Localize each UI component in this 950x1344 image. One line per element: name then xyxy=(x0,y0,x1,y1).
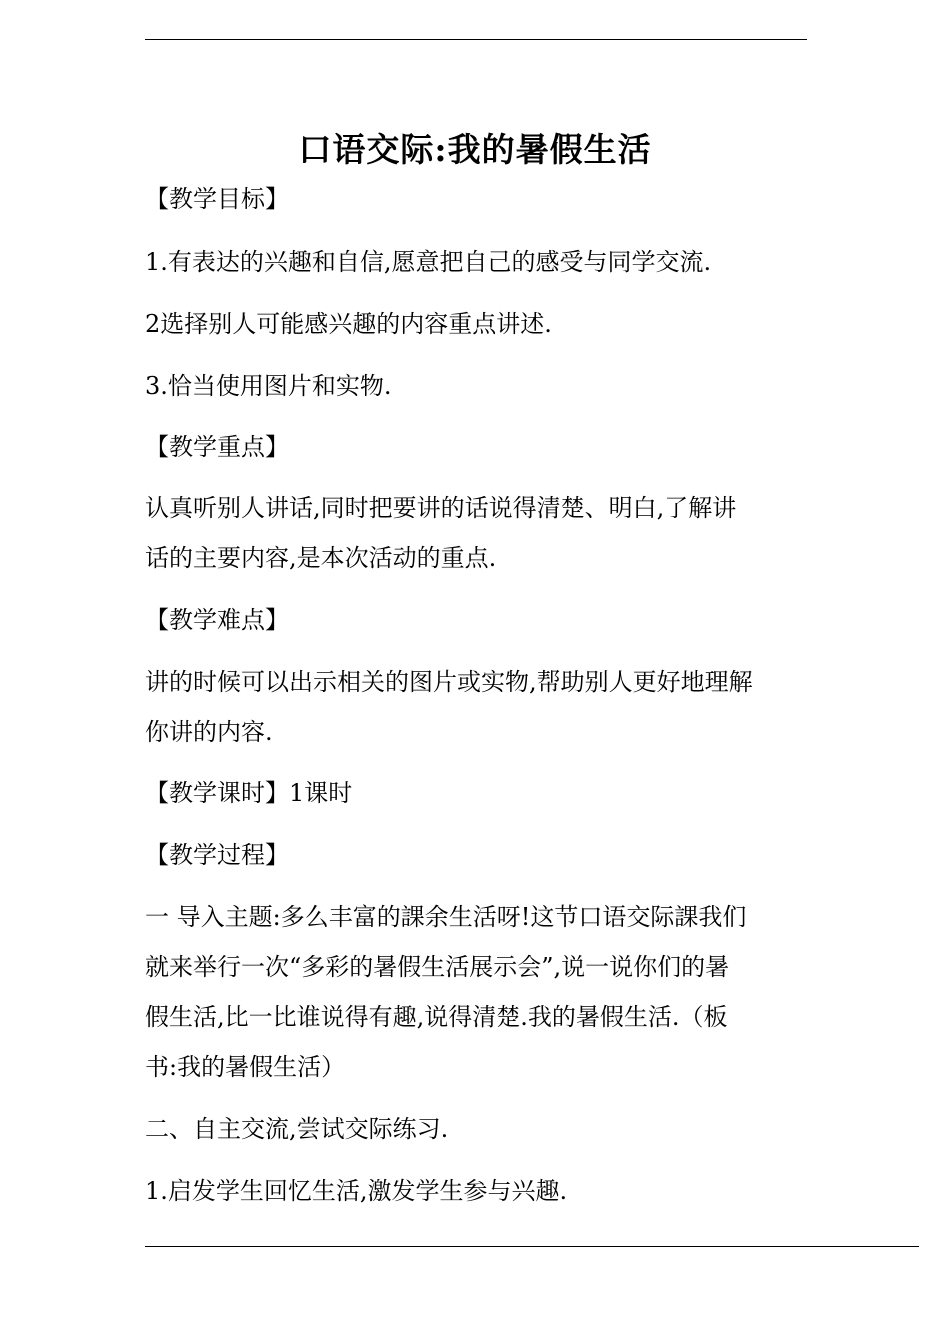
heading-key-points: 【教学重点】 xyxy=(145,433,289,461)
process-intro-line-4: 书:我的暑假生活） xyxy=(145,1053,346,1081)
difficulties-text-line-2: 你讲的内容. xyxy=(145,718,273,746)
process-step-2: 二、自主交流,尝试交际练习. xyxy=(145,1115,449,1143)
heading-objectives: 【教学目标】 xyxy=(145,185,289,213)
document-title: 口语交际:我的暑假生活 xyxy=(298,130,652,169)
difficulties-text-line-1: 讲的时候可以出示相关的图片或实物,帮助别人更好地理解 xyxy=(145,668,753,696)
key-points-text-line-2: 话的主要内容,是本次活动的重点. xyxy=(145,544,497,572)
process-intro-line-1: 一 导入主题:多么丰富的課余生活呀!这节口语交际課我们 xyxy=(145,903,747,931)
heading-class-hours: 【教学课时】1课时 xyxy=(145,779,353,807)
heading-process: 【教学过程】 xyxy=(145,841,289,869)
objective-1: 1.有表达的兴趣和自信,愿意把自己的感受与同学交流. xyxy=(145,248,712,276)
heading-difficulties: 【教学难点】 xyxy=(145,606,289,634)
process-intro-line-2: 就来举行一次“多彩的暑假生活展示会”,说一说你们的暑 xyxy=(145,953,730,981)
header-rule xyxy=(145,39,807,40)
key-points-text-line-1: 认真听别人讲话,同时把要讲的话说得清楚、明白,了解讲 xyxy=(145,494,737,522)
objective-3: 3.恰当使用图片和实物. xyxy=(145,372,392,400)
process-step-2-item-1: 1.启发学生回忆生活,激发学生参与兴趣. xyxy=(145,1177,568,1205)
objective-2: 2选择别人可能感兴趣的内容重点讲述. xyxy=(145,310,552,338)
footer-rule xyxy=(145,1246,919,1247)
process-intro-line-3: 假生活,比一比谁说得有趣,说得清楚.我的暑假生活.（板 xyxy=(145,1003,728,1031)
